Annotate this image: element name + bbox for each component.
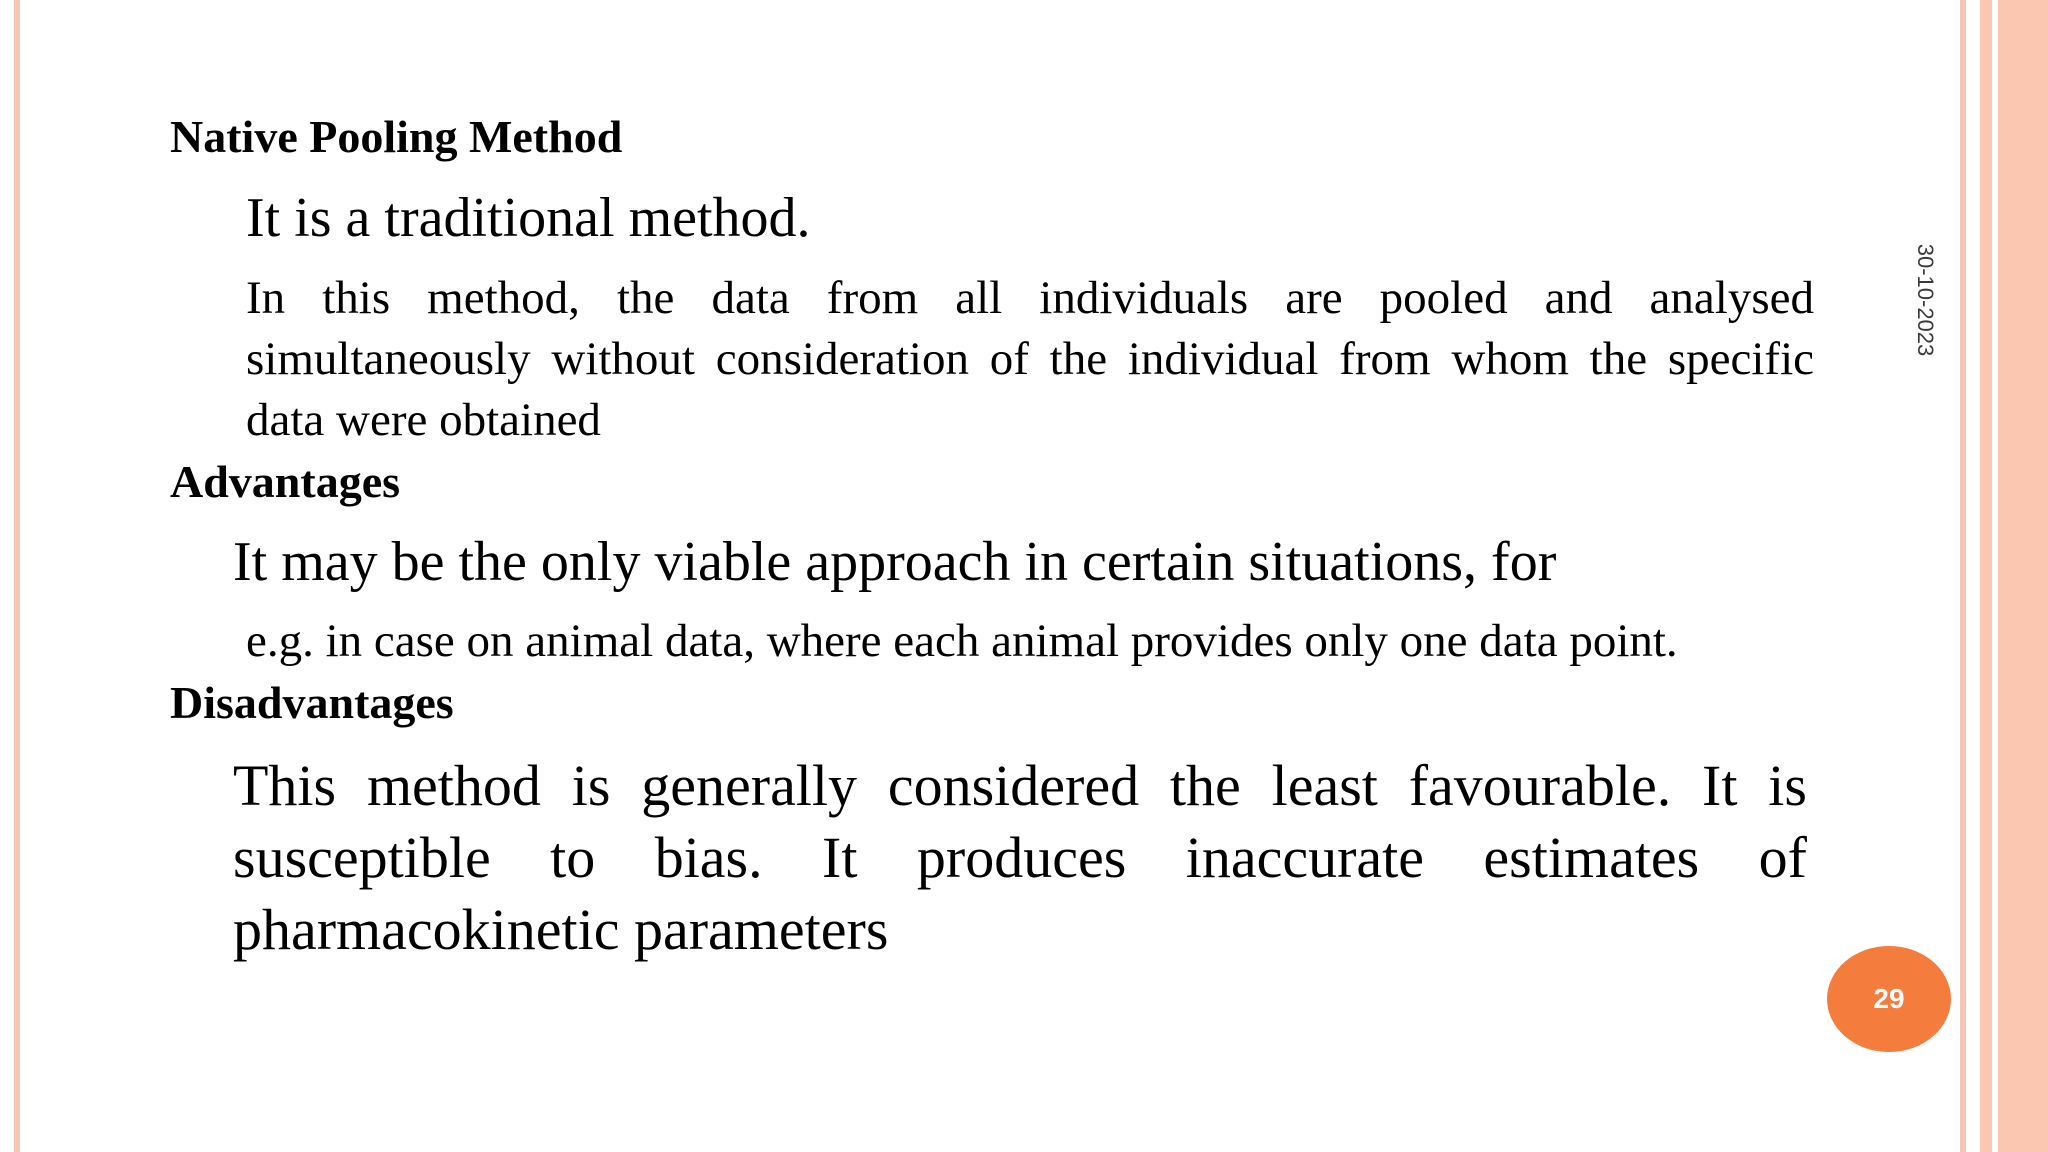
right-decor-band-wide [1998,0,2048,1152]
advantages-line-1: It may be the only viable approach in certain situations, for [233,531,1557,593]
advantages-line-2: e.g. in case on animal data, where each animal provides only one data point. [246,615,1678,667]
native-intro: It is a traditional method. [246,187,811,249]
slide-date: 30-10-2023 [1913,243,1938,357]
page-number-badge: 29 [1827,946,1951,1052]
left-border-line [14,0,20,1152]
disadvantages-body: This method is generally considered the least favourable. It is susceptible to bias. It produces inaccurate estimates of pharmacokinetic parameters [233,753,1807,962]
heading-advantages: Advantages [170,456,401,507]
heading-disadvantages: Disadvantages [170,677,454,728]
native-body: In this method, the data from all individuals are pooled and analysed simultaneously without consideration of the individual from whom the specific data were obtained [246,272,1814,446]
right-border-line [1960,0,1966,1152]
right-decor-band [1980,0,1992,1152]
heading-native-pooling: Native Pooling Method [170,111,623,162]
